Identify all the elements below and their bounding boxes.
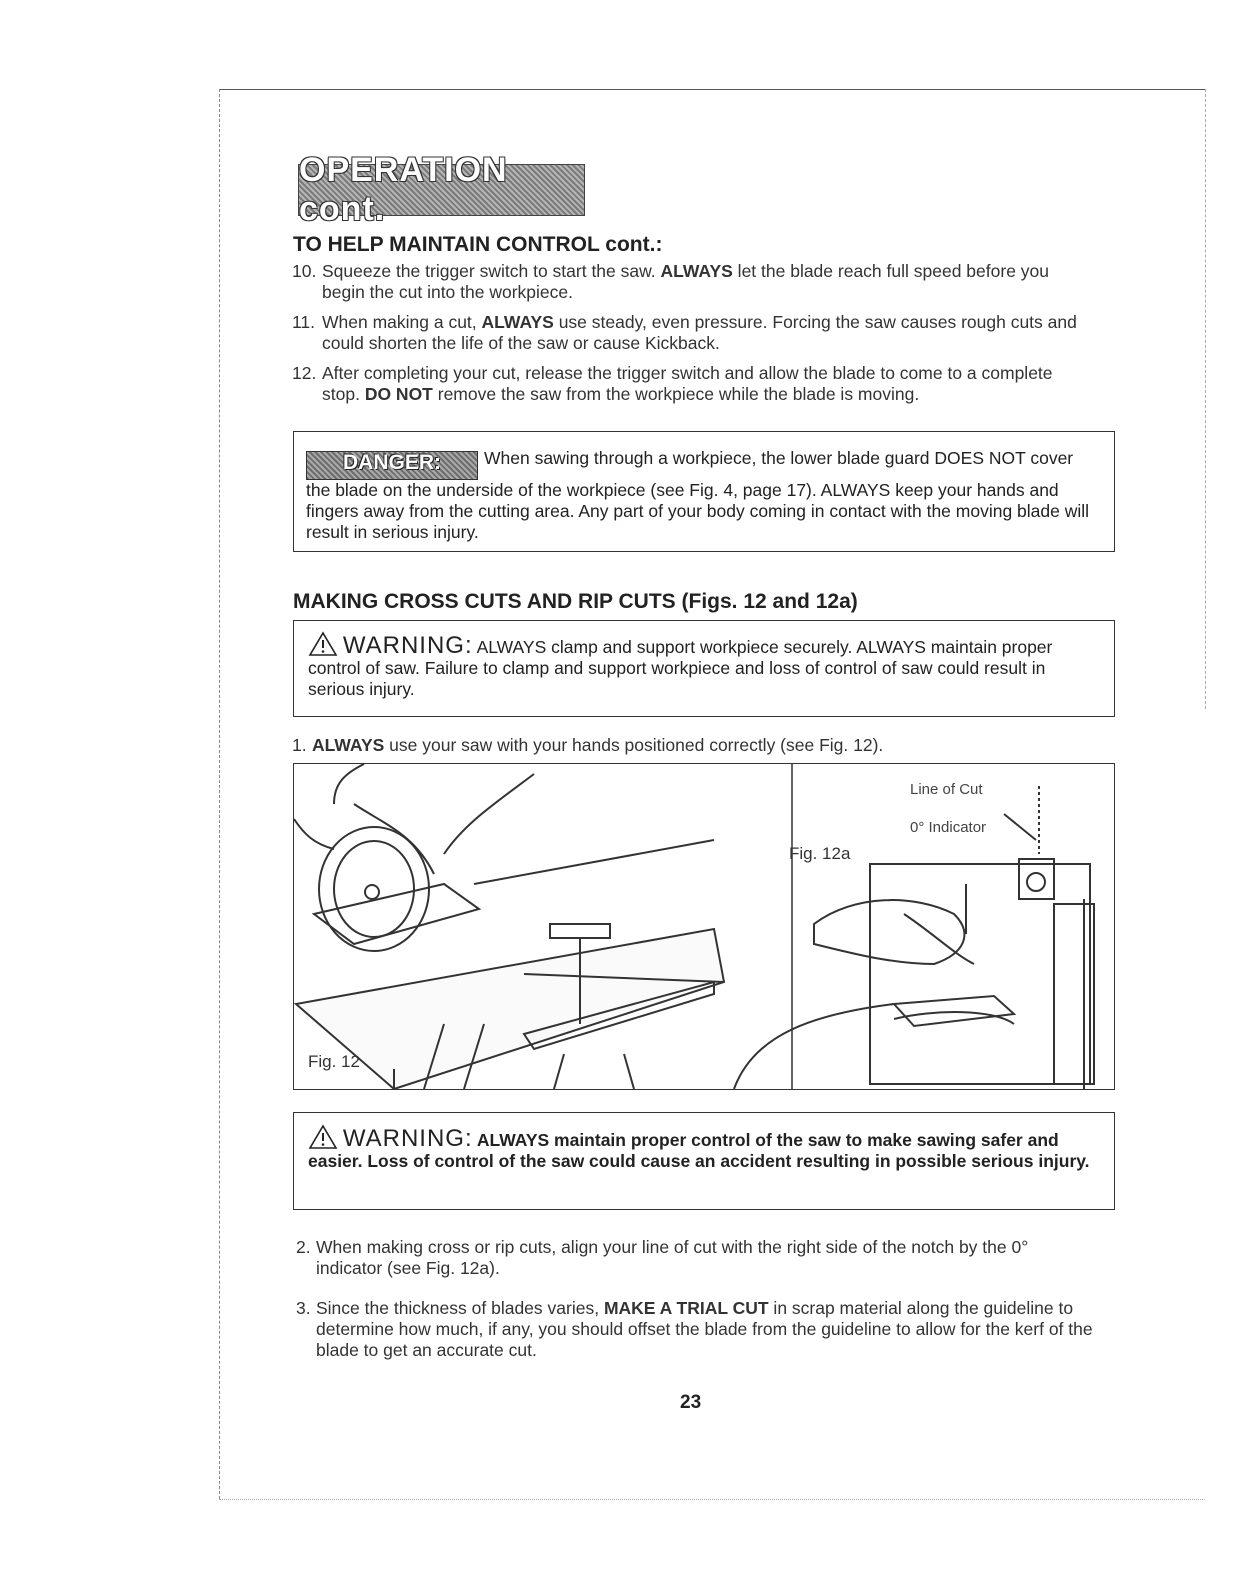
step-12 <box>292 363 1082 405</box>
page-frame-top <box>219 89 1205 90</box>
step-3 <box>296 1298 1096 1361</box>
step-text: After completing your cut, release the trigger switch and allow the blade to come to a complete stop. <box>322 363 1053 404</box>
figure-box <box>293 763 1115 1090</box>
step-number: 10. <box>292 261 317 281</box>
page-frame-right <box>1205 89 1206 709</box>
step-text: Since the thickness of blades varies, <box>316 1298 604 1318</box>
section-title: OPERATION cont. <box>299 151 508 228</box>
warning-triangle-icon <box>308 1124 338 1150</box>
warning-label: WARNING: <box>342 1125 473 1152</box>
warning-label: WARNING: <box>342 632 473 659</box>
step-text: When making a cut, <box>322 312 482 332</box>
step-number: 1. <box>292 735 307 755</box>
saw-illustration <box>294 764 1114 1089</box>
step-text-cont: remove the saw from the workpiece while the blade is moving. <box>432 384 920 404</box>
step-text: use your saw with your hands positioned correctly (see Fig. 12). <box>384 735 884 755</box>
heading-cross-rip-cuts: MAKING CROSS CUTS AND RIP CUTS (Figs. 12 and 12a) <box>293 590 858 613</box>
fig12-drawing <box>294 764 724 1089</box>
step-emphasis: DO NOT <box>364 384 433 404</box>
heading-maintain-control: TO HELP MAINTAIN CONTROL cont.: <box>293 233 663 256</box>
step-number: 2. <box>296 1237 311 1257</box>
step-number: 12. <box>292 363 317 383</box>
step-number: 11. <box>292 312 316 332</box>
warning-box-1 <box>293 620 1115 717</box>
step-1 <box>292 735 1082 756</box>
step-text: Squeeze the trigger switch to start the saw. <box>322 261 661 281</box>
danger-text: When sawing through a workpiece, the lower blade guard DOES NOT cover the blade on the underside of the workpiece (see Fig. 4, page 17). ALWAYS keep your hands and fingers away from the cutting area. Any part of your body coming in contact with the moving blade will result in serious injury. <box>306 448 1090 542</box>
step-10 <box>292 261 1082 303</box>
warning-text: ALWAYS maintain proper control of the saw to make sawing safer and easier. Loss of control of the saw could cause an accident resulting in possible serious injury. <box>308 1130 1090 1171</box>
step-2 <box>296 1237 1086 1279</box>
warning-box-2 <box>293 1112 1115 1210</box>
step-emphasis: ALWAYS <box>312 735 385 755</box>
step-11 <box>292 312 1082 354</box>
line-of-cut-callout: Line of Cut <box>910 781 983 798</box>
indicator-callout: 0° Indicator <box>910 819 987 836</box>
step-text-cont: in scrap material along the guideline to determine how much, if any, you should offset the blade from the guideline to allow for the kerf of the blade to get an accurate cut. <box>316 1298 1093 1360</box>
warning-text: ALWAYS clamp and support workpiece securely. ALWAYS maintain proper control of saw. Failure to clamp and support workpiece and loss of control of saw could result in serious injury. <box>308 637 1053 699</box>
page-number: 23 <box>680 1392 702 1413</box>
step-text-cont: use steady, even pressure. Forcing the saw causes rough cuts and could shorten the life of the saw or cause Kickback. <box>322 312 1077 353</box>
step-number: 3. <box>296 1298 311 1318</box>
step-text-cont: let the blade reach full speed before you begin the cut into the workpiece. <box>322 261 1050 302</box>
warning-triangle-icon <box>308 631 338 657</box>
danger-box <box>293 431 1115 552</box>
fig12-label: Fig. 12 <box>308 1052 360 1071</box>
step-text: When making cross or rip cuts, align your line of cut with the right side of the notch by the 0° indicator (see Fig. 12a). <box>316 1237 1029 1278</box>
page-frame-bottom <box>219 1499 1205 1500</box>
fig12a-label: Fig. 12a <box>789 844 851 863</box>
step-emphasis: MAKE A TRIAL CUT <box>603 1298 769 1318</box>
page-frame-left <box>219 89 220 1499</box>
danger-label: DANGER: <box>306 451 478 480</box>
step-emphasis: ALWAYS <box>660 261 733 281</box>
section-banner <box>298 151 585 228</box>
step-emphasis: ALWAYS <box>481 312 554 332</box>
